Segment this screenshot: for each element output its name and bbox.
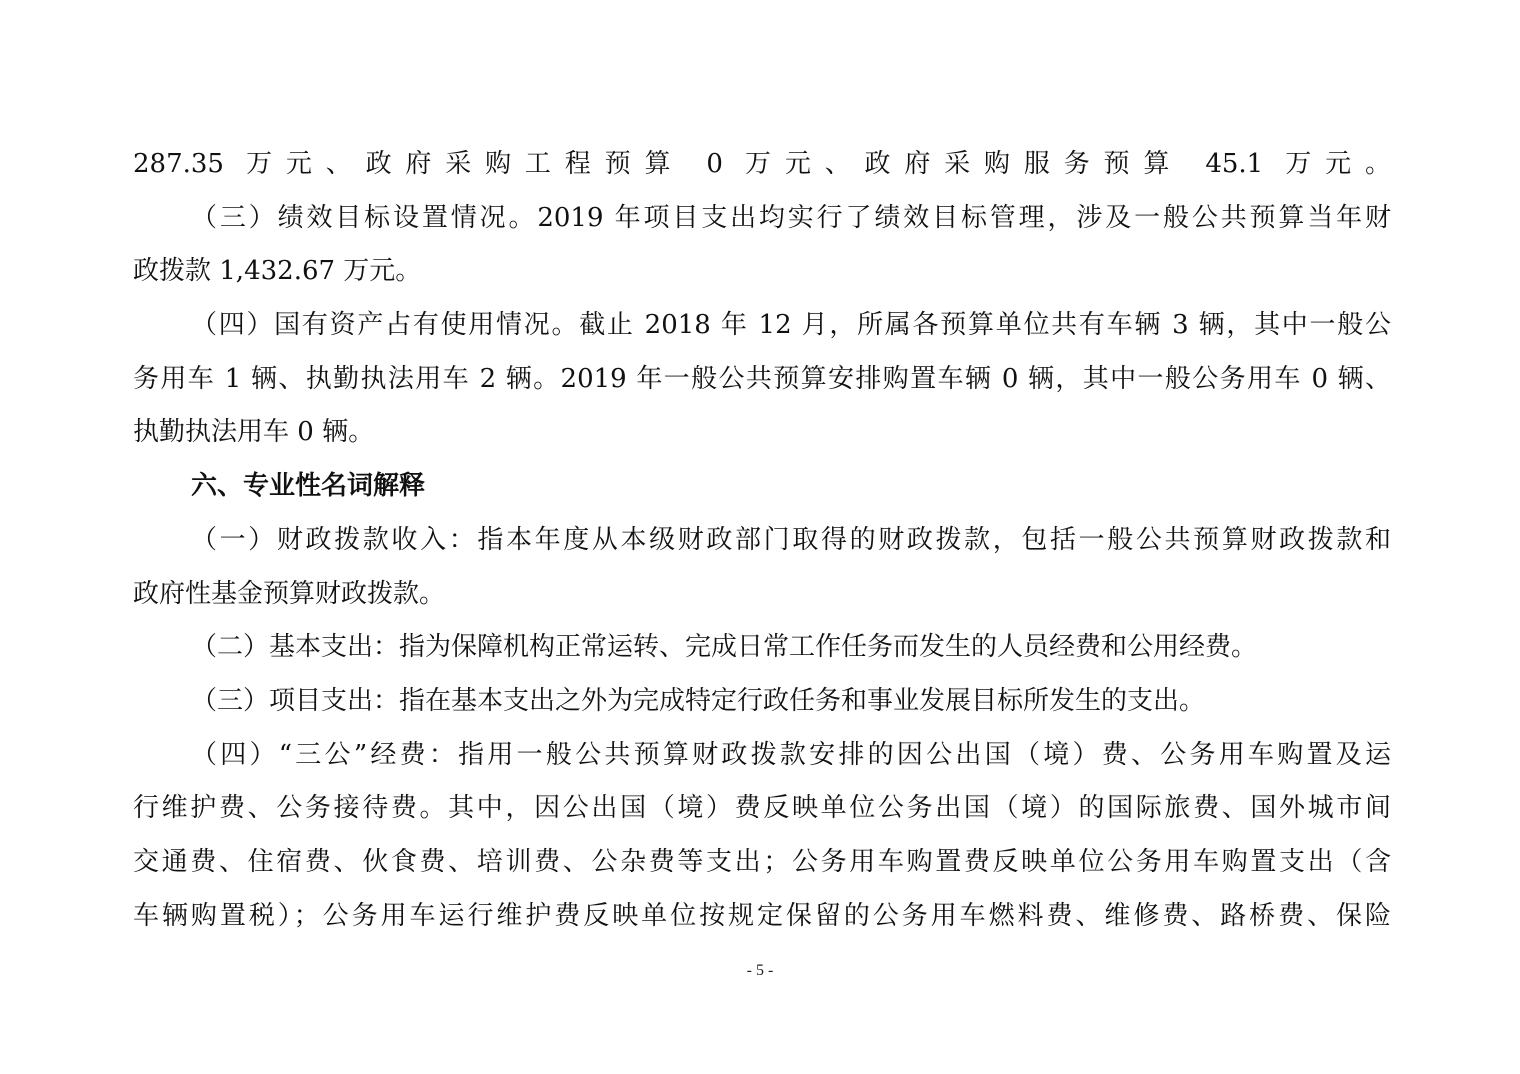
text-line: 政拨款 1,432.67 万元。 <box>133 256 422 287</box>
text-line: 287.35 万元、政府采购工程预算 0 万元、政府采购服务预算 45.1 万元。 <box>133 149 1391 179</box>
paragraph-performance-goals: （三）绩效目标设置情况。2019 年项目支出均实行了绩效目标管理，涉及一般公共预算当年财 <box>191 202 1391 233</box>
text-line: 行维护费、公务接待费。其中，因公出国（境）费反映单位公务出国（境）的国际旅费、国外城市间 <box>133 793 1391 824</box>
text-line: 车辆购置税）；公务用车运行维护费反映单位按规定保留的公务用车燃料费、维修费、路桥费、保险 <box>133 900 1391 931</box>
text-line: 务用车 1 辆、执勤执法用车 2 辆。2019 年一般公共预算安排购置车辆 0 辆，其中一般公务用车 0 辆、 <box>133 363 1391 394</box>
text-line: 交通费、住宿费、伙食费、培训费、公杂费等支出；公务用车购置费反映单位公务用车购置支出（含 <box>133 846 1391 877</box>
section-heading-terms: 六、专业性名词解释 <box>191 471 426 502</box>
paragraph-fiscal-appropriation-income: （一）财政拨款收入：指本年度从本级财政部门取得的财政拨款，包括一般公共预算财政拨款和 <box>191 524 1391 555</box>
paragraph-project-expenditure: （三）项目支出：指在基本支出之外为完成特定行政任务和事业发展目标所发生的支出。 <box>191 685 1206 716</box>
paragraph-three-public-expenses: （四）“三公”经费：指用一般公共预算财政拨款安排的因公出国（境）费、公务用车购置及运 <box>191 739 1391 770</box>
text-line: 政府性基金预算财政拨款。 <box>133 578 446 609</box>
page-number: - 5 - <box>746 962 774 979</box>
paragraph-state-assets: （四）国有资产占有使用情况。截止 2018 年 12 月，所属各预算单位共有车辆 3 辆，其中一般公 <box>191 310 1391 341</box>
document-body <box>133 138 1391 943</box>
paragraph-basic-expenditure: （二）基本支出：指为保障机构正常运转、完成日常工作任务而发生的人员经费和公用经费。 <box>191 632 1258 663</box>
text-line: 执勤执法用车 0 辆。 <box>133 417 375 448</box>
